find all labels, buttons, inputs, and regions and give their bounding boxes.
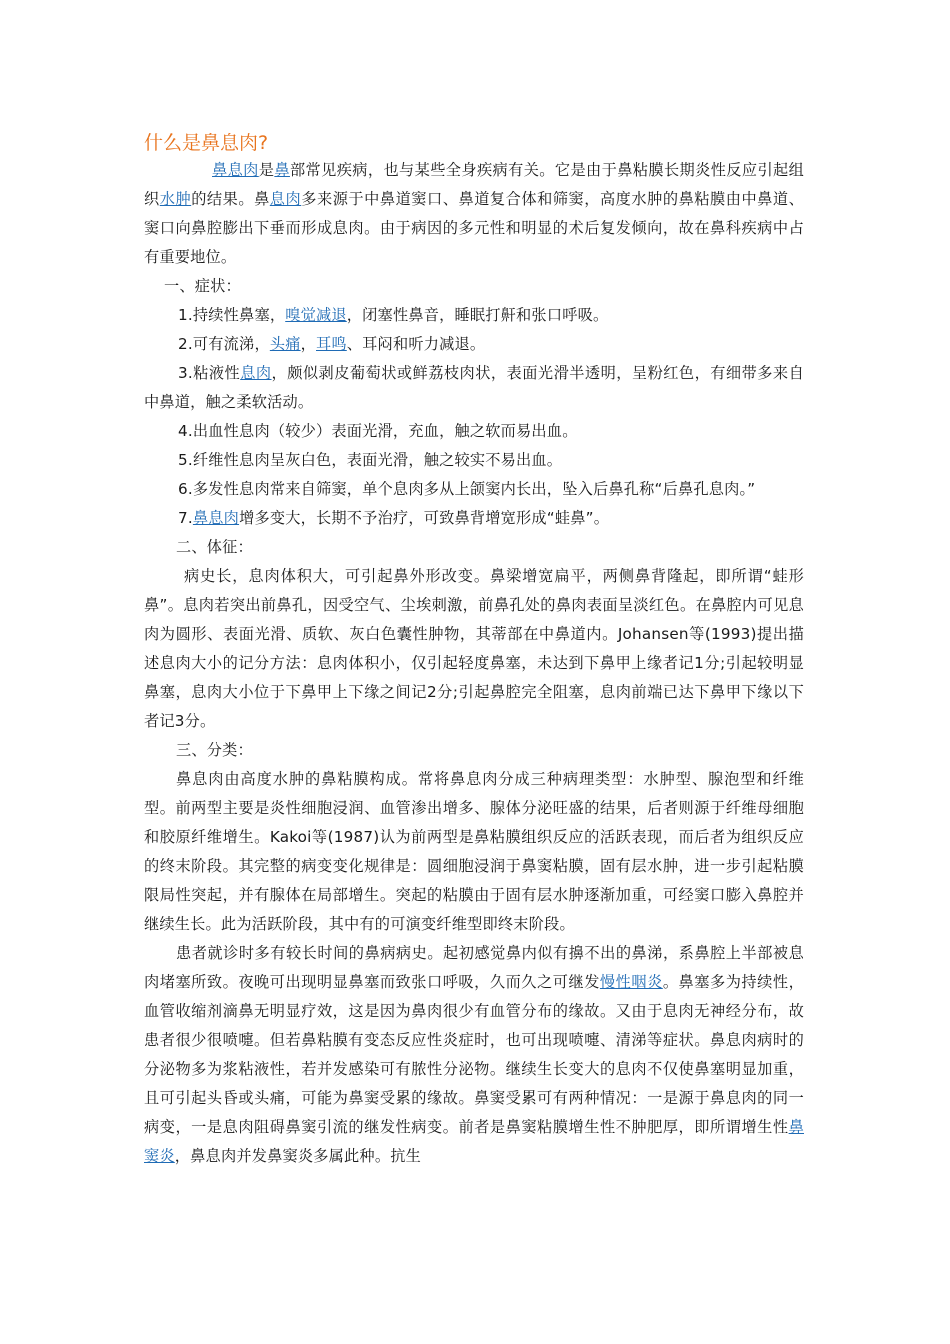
intro-text-4: 多来源于中鼻道窦口、鼻道复合体和筛窦，高度水肿的鼻粘膜由中鼻道、窦口向鼻腔膨出下垂而形成息肉。由于病因的多元性和明显的术后复发倾向，故在鼻科疾病中占有重要地位。 [144, 190, 805, 266]
history-text-b: 。鼻塞多为持续性，血管收缩剂滴鼻无明显疗效，这是因为鼻肉很少有血管分布的缘故。又由于息肉无神经分布，故患者很少很喷嚏。但若鼻粘膜有变态反应性炎症时，也可出现喷嚏、清涕等症状。鼻息肉病时的分泌物多为浆粘液性，若并发感染可有脓性分泌物。继续生长变大的息肉不仅使鼻塞明显加重，且可引起头昏或头痛，可能为鼻窦受累的缘故。鼻窦受累可有两种情况：一是源于鼻息肉的同一病变，一是息肉阻碍鼻窦引流的继发性病变。前者是鼻窦粘膜增生性不肿肥厚，即所谓增生性 [144, 973, 804, 1136]
link-nose[interactable]: 鼻 [274, 161, 290, 179]
section-heading-symptoms: 一、症状： [164, 277, 241, 295]
document-body [144, 128, 804, 1171]
history-text-c: ，鼻息肉并发鼻窦炎多属此种。抗生 [174, 1147, 421, 1165]
symptom-3-text-a: 3.粘液性 [178, 364, 241, 382]
classification-paragraph: 鼻息肉由高度水肿的鼻粘膜构成。常将鼻息肉分成三种病理类型：水肿型、腺泡型和纤维型。前两型主要是炎性细胞浸润、血管渗出增多、腺体分泌旺盛的结果，后者则源于纤维母细胞和胶原纤维增生。Kakoi等(1987)认为前两型是鼻粘膜组织反应的活跃表现，而后者为组织反应的终末阶段。其完整的病变变化规律是：圆细胞浸润于鼻窦粘膜，固有层水肿，进一步引起粘膜限局性突起，并有腺体在局部增生。突起的粘膜由于固有层水肿逐渐加重，可经窦口膨入鼻腔并继续生长。此为活跃阶段，其中有的可演变纤维型即终末阶段。 [144, 770, 804, 933]
section-heading-signs: 二、体征： [176, 538, 253, 556]
page-title: 什么是鼻息肉? [144, 132, 269, 154]
link-nasal-polyp[interactable]: 鼻息肉 [212, 161, 259, 179]
symptom-item-4: 4.出血性息肉（较少）表面光滑，充血，触之软而易出血。 [178, 422, 578, 440]
history-text-a: 患者就诊时多有较长时间的鼻病病史。起初感觉鼻内似有擤不出的鼻涕，系鼻腔上半部被息肉堵塞所致。夜晚可出现明显鼻塞而致张口呼吸，久而久之可继发 [144, 944, 804, 991]
link-edema[interactable]: 水肿 [159, 190, 192, 208]
symptom-item-5: 5.纤维性息肉呈灰白色，表面光滑，触之较实不易出血。 [178, 451, 563, 469]
symptom-7-text-a: 7. [178, 509, 193, 527]
symptom-7-text-b: 增多变大，长期不予治疗，可致鼻背增宽形成“蛙鼻”。 [239, 509, 610, 527]
symptom-item-3 [144, 359, 804, 417]
section-heading-classification: 三、分类： [176, 741, 253, 759]
intro-text-1: 是 [258, 161, 275, 179]
intro-paragraph [144, 156, 804, 272]
intro-text-3: 的结果。鼻 [191, 190, 270, 208]
symptom-item-7 [144, 504, 804, 533]
symptom-2-separator: ， [300, 335, 316, 353]
symptom-1-text-b: ，闭塞性鼻音，睡眠打鼾和张口呼吸。 [346, 306, 609, 324]
symptom-2-text-a: 2.可有流涕， [178, 335, 270, 353]
link-polyp-mucous[interactable]: 息肉 [240, 364, 272, 382]
link-chronic-pharyngitis[interactable]: 慢性咽炎 [599, 973, 663, 991]
symptom-item-1 [144, 301, 804, 330]
signs-paragraph: 病史长，息肉体积大，可引起鼻外形改变。鼻梁增宽扁平，两侧鼻背隆起，即所谓“蛙形鼻”。息肉若突出前鼻孔，因受空气、尘埃刺激，前鼻孔处的鼻肉表面呈淡红色。在鼻腔内可见息肉为圆形、表面光滑、质软、灰白色囊性肿物，其蒂部在中鼻道内。Johansen等(1993)提出描述息肉大小的记分方法：息肉体积小，仅引起轻度鼻塞，未达到下鼻甲上缘者记1分;引起较明显鼻塞，息肉大小位于下鼻甲上下缘之间记2分;引起鼻腔完全阻塞，息肉前端已达下鼻甲下缘以下者记3分。 [144, 567, 804, 730]
symptom-1-text-a: 1.持续性鼻塞， [178, 306, 286, 324]
symptom-item-2 [144, 330, 804, 359]
history-paragraph [144, 939, 804, 1171]
link-tinnitus[interactable]: 耳鸣 [316, 335, 347, 353]
intro-text-2: 部常见疾病，也与某些全身疾病有关。它是由于鼻粘膜长期炎性反应引起组织 [144, 161, 805, 208]
symptom-2-text-b: 、耳闷和听力减退。 [346, 335, 486, 353]
link-nasal-polyp-2[interactable]: 鼻息肉 [192, 509, 240, 527]
link-sinusitis[interactable]: 鼻窦炎 [144, 1118, 804, 1165]
link-polyp[interactable]: 息肉 [269, 190, 302, 208]
symptom-item-6: 6.多发性息肉常来自筛窦，单个息肉多从上颌窦内长出，坠入后鼻孔称“后鼻孔息肉。” [178, 480, 756, 498]
symptom-3-text-b: ，颇似剥皮葡萄状或鲜荔枝肉状，表面光滑半透明，呈粉红色，有细带多来自中鼻道，触之柔软活动。 [144, 364, 804, 411]
link-headache[interactable]: 头痛 [269, 335, 301, 353]
link-hyposmia[interactable]: 嗅觉减退 [285, 306, 347, 324]
